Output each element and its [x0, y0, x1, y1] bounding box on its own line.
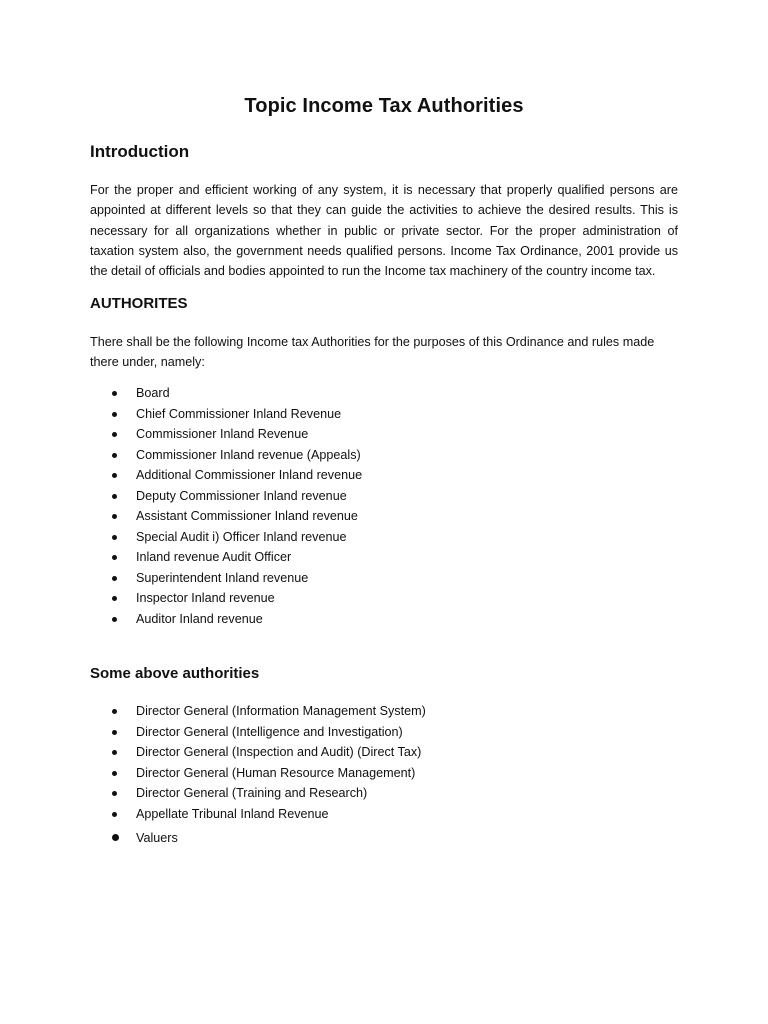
list-item-text: Director General (Intelligence and Investigation) [136, 724, 403, 739]
list-item [0, 404, 362, 425]
bullet-icon [112, 535, 117, 540]
list-item-text: Inspector Inland revenue [136, 591, 275, 605]
list-item [0, 722, 426, 743]
list-item-text: Board [136, 386, 170, 400]
list-item [0, 763, 426, 784]
list-item-text: Director General (Training and Research) [136, 786, 368, 800]
bullet-icon [112, 791, 117, 796]
some-above-list [0, 701, 426, 824]
list-item [0, 804, 426, 825]
authorities-paragraph: There shall be the following Income tax Authorities for the purposes of this Ordinance and rules made there under, namely: [90, 335, 655, 370]
list-item-text: Inland revenue Audit Officer [136, 550, 292, 564]
bullet-icon [112, 494, 117, 499]
list-item [0, 465, 362, 486]
bullet-icon [112, 576, 117, 581]
bullet-icon [112, 834, 119, 841]
list-item [0, 445, 362, 466]
list-item [0, 568, 362, 589]
bullet-icon [112, 412, 117, 417]
list-item [0, 506, 362, 527]
list-item [0, 383, 362, 404]
list-item [0, 701, 426, 722]
list-item [0, 783, 426, 804]
list-item-text: Assistant Commissioner Inland revenue [136, 509, 358, 523]
list-item [0, 742, 426, 763]
list-item-text: Commissioner Inland revenue (Appeals) [136, 447, 361, 462]
list-item-text: Chief Commissioner Inland Revenue [136, 406, 342, 421]
bullet-icon [112, 812, 117, 817]
list-item [0, 588, 362, 609]
introduction-heading: Introduction [90, 142, 190, 161]
bullet-icon [112, 750, 117, 755]
list-item [0, 486, 362, 507]
list-item-text: Valuers [136, 831, 178, 845]
list-item-text: Commissioner Inland Revenue [136, 427, 309, 441]
bullet-icon [112, 617, 117, 622]
list-item-text: Director General (Information Management System) [136, 704, 426, 718]
bullet-icon [112, 473, 117, 478]
list-item [0, 547, 362, 568]
bullet-icon [112, 596, 117, 601]
bullet-icon [112, 709, 117, 714]
list-item-text: Director General (Inspection and Audit) (Direct Tax) [136, 745, 422, 759]
list-item-text: Additional Commissioner Inland revenue [136, 468, 363, 482]
introduction-paragraph: For the proper and efficient working of any system, it is necessary that properly qualified persons are appointed at different levels so that they can guide the activities to achieve the desired results. This is necessary for all organizations whether in public or private sector. For the proper administration of taxation system also, the government needs qualified persons. Income Tax Ordinance, 2001 provide us the detail of officials and bodies appointed to run the Income tax machinery of the country income tax. [90, 183, 678, 279]
list-item-text: Superintendent Inland revenue [136, 570, 309, 585]
authorities-heading: AUTHORITES [90, 295, 188, 312]
bullet-icon [112, 453, 117, 458]
bullet-icon [112, 391, 117, 396]
bullet-icon [112, 514, 117, 519]
list-item [0, 609, 362, 630]
list-item [0, 424, 362, 445]
list-item-text: Appellate Tribunal Inland Revenue [136, 806, 329, 821]
list-item-text: Deputy Commissioner Inland revenue [136, 488, 347, 503]
bullet-icon [112, 730, 117, 735]
document-title: Topic Income Tax Authorities [244, 95, 524, 117]
list-item-text: Director General (Human Resource Management) [136, 765, 416, 780]
bullet-icon [112, 555, 117, 560]
bullet-icon [112, 432, 117, 437]
list-item-text: Special Audit i) Officer Inland revenue [136, 529, 347, 544]
list-item-text: Auditor Inland revenue [136, 611, 263, 626]
bullet-icon [112, 771, 117, 776]
authorities-list [0, 383, 362, 629]
list-item [0, 527, 362, 548]
some-above-heading: Some above authorities [90, 665, 260, 682]
